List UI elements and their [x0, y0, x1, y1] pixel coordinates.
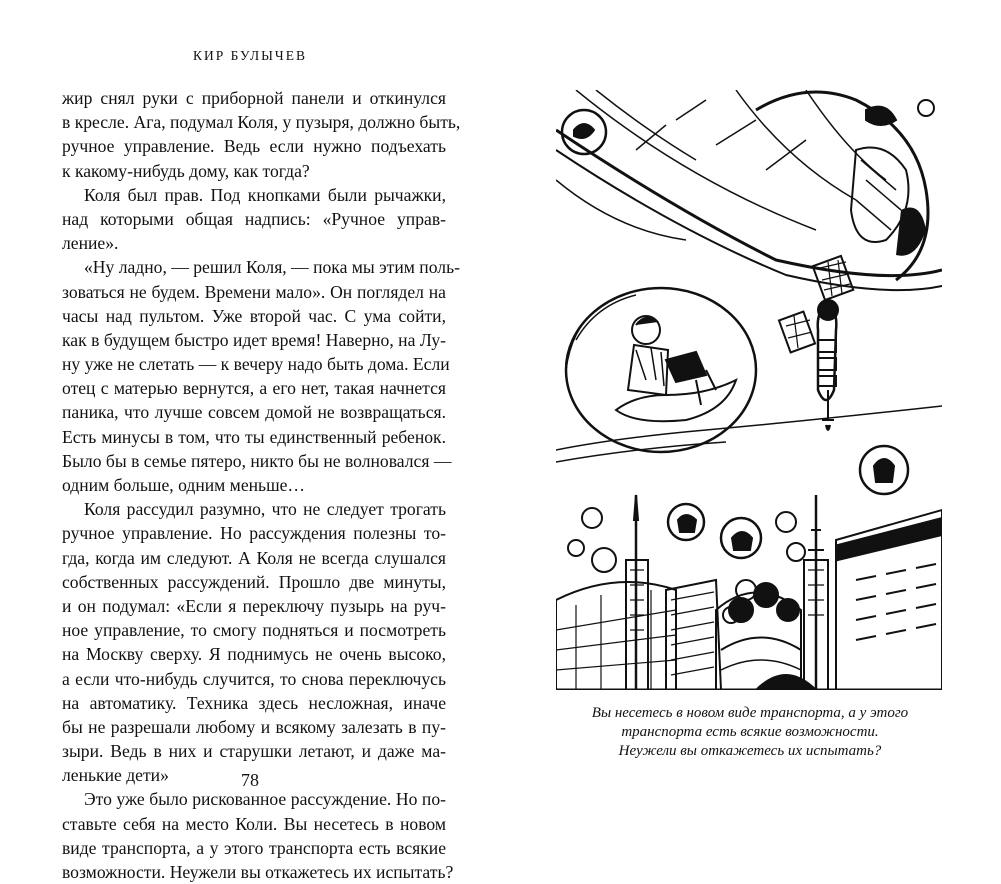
text-line: ставьте себя на место Коли. Вы несетесь в новом — [62, 813, 446, 834]
text-line: к какому-нибудь дому, как тогда? — [62, 160, 310, 181]
text-line: одним больше, одним меньше… — [62, 475, 306, 495]
text-line: ручное управление. Ведь если нужно подъехать — [62, 136, 446, 157]
text-line: ну уже не слетать — к вечеру надо быть дома. Если — [62, 354, 450, 375]
text-line: собственных рассуждений. Прошло две минуты, — [62, 571, 446, 592]
text-line: в кресле. Ага, подумал Коля, у пузыря, должно быть, — [62, 112, 461, 133]
text-line: и он подумал: «Если я переключу пузырь на руч- — [62, 595, 446, 616]
body-text — [62, 86, 461, 884]
text-line: на Москву сверху. Я поднимусь не очень высоко, — [62, 644, 446, 665]
text-line: гда, когда им следуют. А Коля не всегда слушался — [62, 547, 446, 568]
bubble-top-right — [756, 92, 934, 280]
text-line: часы над пультом. Уже второй час. С ума сойти, — [62, 305, 446, 326]
text-line: бы не разрешали любому и всякому залезать в пу- — [62, 716, 446, 737]
city-skyline — [556, 495, 942, 690]
text-line: как в будущем быстро идет время! Наверно, на Лу- — [62, 329, 446, 350]
text-line: зоваться не будем. Времени мало». Он поглядел на — [62, 281, 446, 302]
caption-line: транспорта есть всякие возможности. — [621, 724, 879, 740]
bubble-with-boy — [556, 288, 942, 462]
text-line: «Ну ладно, — решил Коля, — пока мы этим поль- — [84, 257, 460, 278]
caption-line: Неужели вы откажетесь их испытать? — [618, 743, 882, 759]
text-line: ручное управление. Но рассуждения полезны то- — [62, 523, 446, 544]
text-line: на автоматику. Техника здесь несложная, иначе — [62, 692, 446, 713]
text-line: отец с матерью вернутся, а его нет, такая начнется — [62, 378, 446, 399]
running-header: КИР БУЛЫЧЕВ — [193, 48, 307, 63]
text-line: ление». — [62, 233, 119, 254]
text-line: Это уже было рискованное рассуждение. Но по- — [84, 789, 446, 810]
text-line: жир снял руки с приборной панели и откинулся — [62, 88, 446, 108]
text-line: ленькие дети» — [62, 765, 169, 786]
text-line: зыри. Ведь в них и старушки летают, и даже ма- — [62, 741, 446, 762]
illustration-caption — [540, 704, 960, 761]
text-line: а если что-нибудь случится, то снова переключусь — [62, 668, 446, 689]
text-line: Было бы в семье пятеро, никто бы не волновался — — [62, 450, 452, 471]
page-number: 78 — [241, 770, 259, 790]
text-line: Коля был прав. Под кнопками были рычажки, — [84, 184, 446, 205]
text-line: ное управление, то смогу подняться и посмотреть — [62, 620, 446, 641]
text-line: виде транспорта, а у этого транспорта есть всякие — [62, 837, 446, 858]
text-line: возможности. Неужели вы откажетесь их испытать? — [62, 862, 454, 882]
caption-line: Вы несетесь в новом виде транспорта, а у этого — [591, 705, 909, 721]
text-line: над которыми общая надпись: «Ручное управ- — [62, 208, 446, 229]
text-line: Есть минусы в том, что ты единственный ребенок. — [62, 426, 446, 447]
text-line: Коля рассудил разумно, что не следует трогать — [84, 499, 446, 520]
text-line: паника, что лучше совсем домой не возвращаться. — [62, 402, 446, 423]
illustration-bubbles-city — [556, 90, 942, 690]
